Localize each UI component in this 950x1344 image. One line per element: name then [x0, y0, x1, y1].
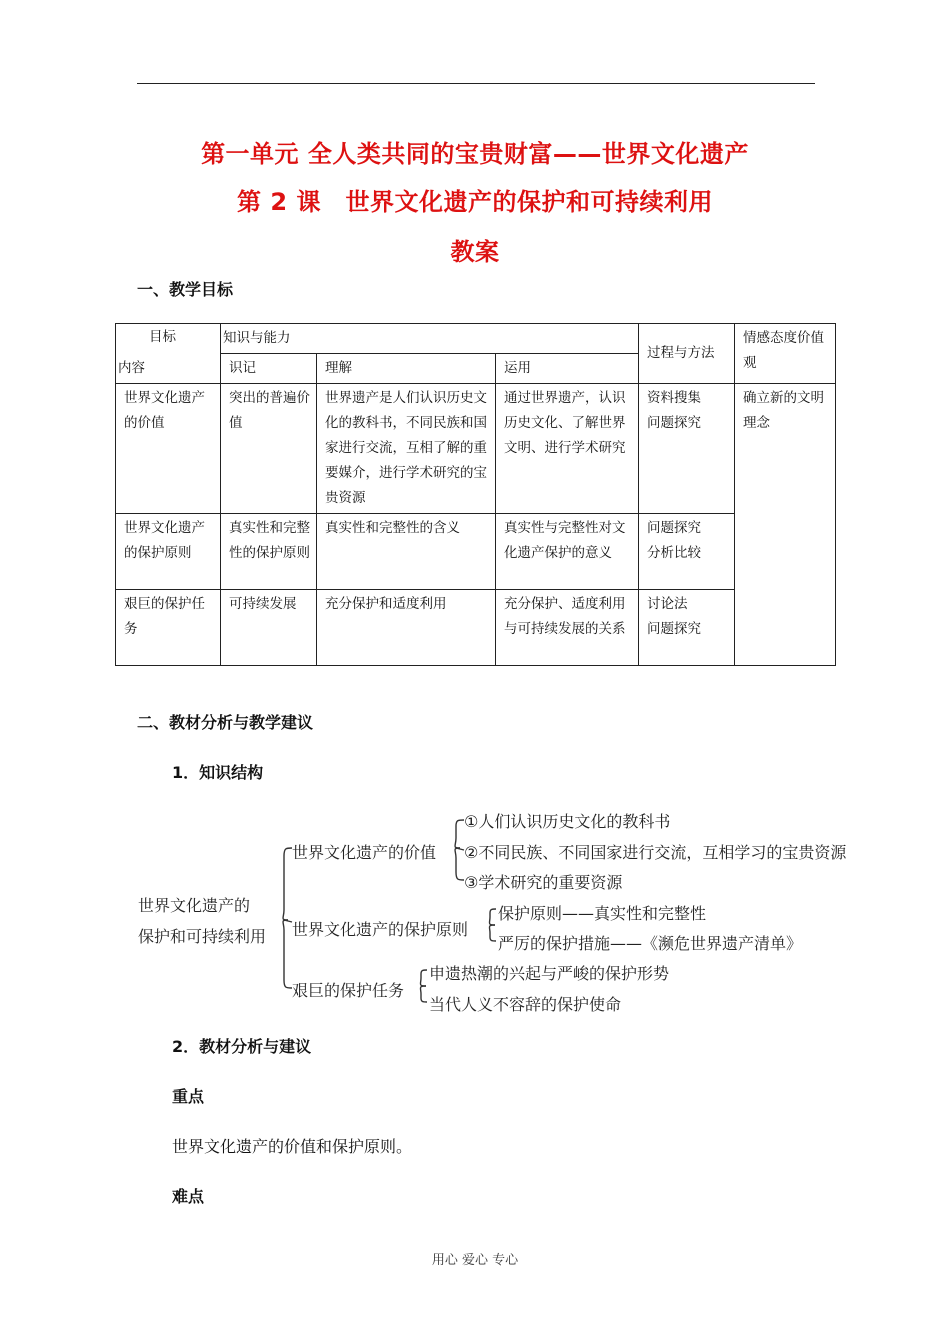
diagram-leaf: ②不同民族、不同国家进行交流，互相学习的宝贵资源 — [464, 843, 847, 862]
diagram-leaf: 申遗热潮的兴起与严峻的保护形势 — [429, 964, 670, 983]
cell-remember: 突出的普遍价值 — [221, 384, 317, 514]
label-key-point: 重点 — [172, 1087, 205, 1106]
teaching-goals-table — [115, 323, 836, 666]
cell-content: 世界文化遗产的保护原则 — [116, 514, 221, 590]
process-header: 过程与方法 — [639, 324, 735, 384]
corner-bottom-label: 内容 — [118, 360, 145, 376]
table-row — [116, 590, 836, 666]
cell-apply: 通过世界遗产，认识历史文化、了解世界文明、进行学术研究 — [496, 384, 639, 514]
diagram-root-line1: 世界文化遗产的 — [138, 896, 251, 915]
diagram-leaf: 保护原则——真实性和完整性 — [498, 904, 707, 923]
cell-remember: 真实性和完整性的保护原则 — [221, 514, 317, 590]
cell-apply: 充分保护、适度利用与可持续发展的关系 — [496, 590, 639, 666]
cell-understand: 真实性和完整性的含义 — [317, 514, 496, 590]
table-corner-cell — [116, 324, 221, 384]
lesson-title: 第 2 课 世界文化遗产的保护和可持续利用 — [237, 188, 713, 216]
diagram-leaf: 严厉的保护措施——《濒危世界遗产清单》 — [498, 934, 803, 953]
cell-content: 艰巨的保护任务 — [116, 590, 221, 666]
cell-process: 讨论法 问题探究 — [639, 590, 735, 666]
section-heading-goals: 一、教学目标 — [137, 280, 234, 299]
cell-understand: 世界遗产是人们认识历史文化的教科书，不同民族和国家进行交流，互相了解的重要媒介，进行学术研究的宝贵资源 — [317, 384, 496, 514]
emotion-header: 情感态度价值观 — [735, 324, 836, 384]
diagram-branch-principle: 世界文化遗产的保护原则 — [292, 920, 469, 939]
label-difficult-point: 难点 — [172, 1187, 205, 1206]
doc-type-title: 教案 — [450, 238, 500, 266]
cell-remember: 可持续发展 — [221, 590, 317, 666]
knowledge-header: 知识与能力 — [221, 324, 639, 354]
cell-apply: 真实性与完整性对文化遗产保护的意义 — [496, 514, 639, 590]
page-footer: 用心 爱心 专心 — [431, 1253, 519, 1268]
sub-header-apply: 运用 — [496, 354, 639, 384]
diagram-branch-value: 世界文化遗产的价值 — [292, 843, 437, 862]
table-row — [116, 514, 836, 590]
unit-title: 第一单元 全人类共同的宝贵财富——世界文化遗产 — [201, 140, 749, 168]
header-rule — [137, 83, 815, 84]
key-point-text: 世界文化遗产的价值和保护原则。 — [172, 1137, 413, 1156]
table-row — [116, 384, 836, 514]
cell-process: 问题探究 分析比较 — [639, 514, 735, 590]
cell-content: 世界文化遗产的价值 — [116, 384, 221, 514]
diagram-root-line2: 保护和可持续利用 — [138, 927, 267, 946]
corner-top-label: 目标 — [149, 329, 176, 345]
cell-emotion: 确立新的文明理念 — [735, 384, 836, 666]
section-heading-analysis: 二、教材分析与教学建议 — [137, 713, 314, 732]
diagram-branch-task: 艰巨的保护任务 — [292, 981, 405, 1000]
diagram-leaf: 当代人义不容辞的保护使命 — [429, 995, 622, 1014]
subheading-analysis: 2．教材分析与建议 — [172, 1037, 312, 1056]
cell-process: 资料搜集 问题探究 — [639, 384, 735, 514]
diagram-leaf: ③学术研究的重要资源 — [464, 873, 623, 892]
cell-understand: 充分保护和适度利用 — [317, 590, 496, 666]
subheading-knowledge-structure: 1．知识结构 — [172, 763, 264, 782]
sub-header-understand: 理解 — [317, 354, 496, 384]
knowledge-structure-diagram — [130, 800, 900, 1020]
sub-header-remember: 识记 — [221, 354, 317, 384]
diagram-leaf: ①人们认识历史文化的教科书 — [464, 812, 671, 831]
